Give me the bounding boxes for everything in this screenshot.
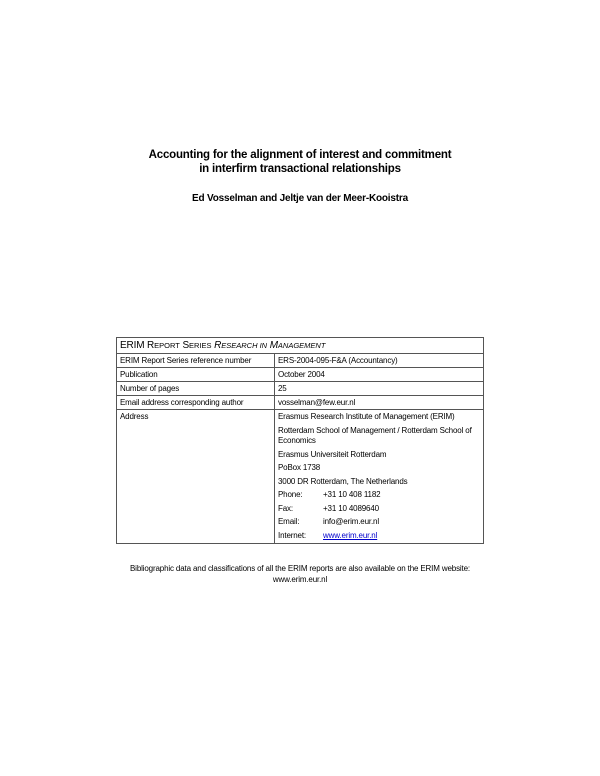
row-value: 25 xyxy=(275,382,484,396)
row-value: October 2004 xyxy=(275,368,484,382)
footnote xyxy=(0,563,600,585)
row-label: Email address corresponding author xyxy=(117,396,275,410)
internet-link[interactable]: www.erim.eur.nl xyxy=(323,530,378,540)
table-row xyxy=(117,396,484,410)
header-erim: ERIM xyxy=(120,340,145,351)
address-line: Erasmus Universiteit Rotterdam xyxy=(278,449,387,459)
row-label: ERIM Report Series reference number xyxy=(117,354,275,368)
phone-value: +31 10 408 1182 xyxy=(323,490,381,499)
row-label: Publication xyxy=(117,368,275,382)
table-row xyxy=(117,354,484,368)
table-row xyxy=(117,382,484,396)
row-value: vosselman@few.eur.nl xyxy=(275,396,484,410)
header-eries: ERIES xyxy=(189,341,212,350)
email-value: info@erim.eur.nl xyxy=(323,517,379,526)
title-line-1: Accounting for the alignment of interest and commitment xyxy=(148,149,452,161)
phone-label: Phone: xyxy=(278,490,303,499)
footnote-line-1: Bibliographic data and classifications of all the ERIM reports are also available on the ERIM website: xyxy=(130,564,470,573)
email-label: Email: xyxy=(278,517,300,526)
table-row xyxy=(117,368,484,382)
address-value xyxy=(275,410,484,544)
email-line xyxy=(278,517,480,528)
address-line: Rotterdam School of Management / Rotterdam School of Economics xyxy=(278,425,472,445)
header-r2: R xyxy=(214,340,222,351)
fax-line xyxy=(278,504,480,515)
address-line: PoBox 1738 xyxy=(278,463,321,472)
row-value: ERS-2004-095-F&A (Accountancy) xyxy=(275,354,484,368)
row-label: Number of pages xyxy=(117,382,275,396)
internet-label: Internet: xyxy=(278,530,307,540)
header-eport: EPORT xyxy=(154,341,180,350)
table-header-row xyxy=(117,338,484,354)
header-anagement: ANAGEMENT xyxy=(277,341,326,350)
header-m: M xyxy=(269,340,278,351)
series-header xyxy=(117,338,484,354)
header-s: S xyxy=(182,340,189,351)
address-line: 3000 DR Rotterdam, The Netherlands xyxy=(278,476,408,486)
footnote-line-2: www.erim.eur.nl xyxy=(272,575,328,584)
fax-value: +31 10 4089640 xyxy=(323,503,379,513)
title-line-2: in interfirm transactional relationships xyxy=(199,163,401,175)
internet-line xyxy=(278,531,480,542)
authors: Ed Vosselman and Jeltje van der Meer-Kooistra xyxy=(192,193,408,204)
fax-label: Fax: xyxy=(278,503,293,513)
address-row xyxy=(117,410,484,544)
header-esearch-in: ESEARCH IN xyxy=(221,341,268,350)
document-title xyxy=(0,148,600,176)
address-label: Address xyxy=(117,410,275,544)
report-info-table xyxy=(116,337,484,544)
header-r1: R xyxy=(147,340,155,351)
address-line: Erasmus Research Institute of Management (ERIM) xyxy=(278,412,455,421)
phone-line xyxy=(278,490,480,501)
